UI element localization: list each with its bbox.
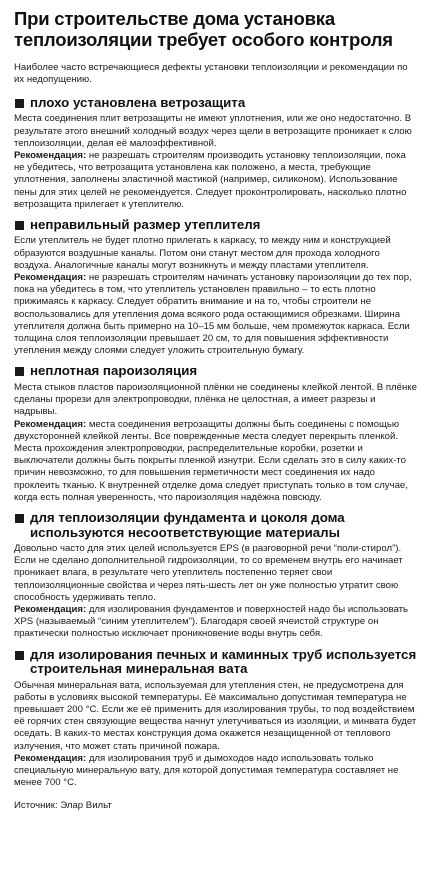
section-heading-text: для теплоизоляции фундамента и цоколя дома используются несоответствующие материалы bbox=[30, 510, 345, 540]
recommendation-text: для изолирования труб и дымоходов надо использовать только специальную минеральную вату, для которой допустимая температура составляет не менее 700 °C. bbox=[14, 752, 399, 789]
section-body: Места стыков пластов пароизоляционной плёнки не соединены клейкой лентой. В плёнке сделаны прорези для электропроводки, плёнка не целостная, а имеет разрезы и надрывы. bbox=[14, 381, 417, 418]
section-heading-text: неплотная пароизоляция bbox=[30, 363, 198, 379]
section-heading-text: неправильный размер утеплителя bbox=[30, 216, 261, 232]
bullet-square-icon bbox=[15, 99, 24, 108]
article-title: При строительстве дома установка теплоизоляции требует особого контроля bbox=[14, 8, 393, 50]
section-body: Если утеплитель не будет плотно прилегать к каркасу, то между ним и конструкцией образуются воздушные каналы. Потом они станут местом для прохода холодного воздуха. Аналогичные каналы могут возникнуть и между пластами утеплителя. bbox=[14, 235, 391, 271]
recommendation-text: для изолирования фундаментов и поверхностей надо бы использовать XPS (называемый “синим утеплителем”). Благодаря своей ячеистой структуре он практически полностью исключает проникновение воды внутрь себя. bbox=[14, 604, 409, 640]
section-recommendation bbox=[14, 272, 417, 357]
recommendation-label: Рекомендация: bbox=[14, 604, 87, 616]
article-intro: Наиболее часто встречающиеся дефекты установки теплоизоляции и рекомендации по их недопущению. bbox=[14, 62, 408, 86]
section-chimney bbox=[14, 648, 417, 790]
recommendation-label: Рекомендация: bbox=[14, 149, 87, 161]
section-heading bbox=[14, 648, 417, 677]
section-heading bbox=[14, 218, 417, 233]
bullet-square-icon bbox=[15, 367, 24, 376]
recommendation-text: не разрешать строителям производить установку теплоизоляции, пока не убедитесь, что ветрозащита установлена как положено, а места, требующие уплотнения, заполнены эластичной мастикой (например, силиконом). Использование пены для этих целей не рекомендуется. Следует проконтролировать, насколько плотно ветрозащита прилегает к утеплителю. bbox=[14, 149, 407, 210]
section-body: Места соединения плит ветрозащиты не имеют уплотнения, или же оно недостаточно. В результате этого внешний холодный воздух через щели в ветрозащите проникает к слою теплоизоляции, делая её малоэффективной. bbox=[14, 113, 412, 149]
recommendation-label: Рекомендация: bbox=[14, 418, 87, 430]
section-heading-text: для изолирования печных и каминных труб используется строительная минеральная вата bbox=[30, 646, 417, 677]
section-heading bbox=[14, 364, 417, 379]
section-recommendation bbox=[14, 604, 417, 641]
section-heading bbox=[14, 511, 417, 540]
recommendation-label: Рекомендация: bbox=[14, 272, 87, 284]
recommendation-label: Рекомендация: bbox=[14, 752, 87, 764]
recommendation-text: не разрешать строителям начинать установку пароизоляции до тех пор, пока на убедитесь в том, что утеплитель установлен правильно – то есть плотно прижимаясь к каркасу. Следует обратить внимание и на то, чтобы строители не воспользовались для утепления дома всякого рода остающимися обрезками. Ширина утеплителя должна быть примерно на 10–15 мм больше, чем промежуток каркаса. Если толщина слоя теплоизоляции превышает 20 см, то для повышения эффективности утепления между слоями следует уложить строительную бумагу. bbox=[14, 272, 412, 357]
bullet-square-icon bbox=[15, 221, 24, 230]
section-heading-text: плохо установлена ветрозащита bbox=[30, 94, 246, 110]
section-heading bbox=[14, 96, 417, 111]
section-foundation bbox=[14, 511, 417, 641]
section-insulation-size bbox=[14, 218, 417, 358]
recommendation-text: места соединения ветрозащиты должны быть соединены с помощью двухсторонней клейкой ленты. Все поврежденные места следует перекрыть пленкой. Места прохождения электропроводки, распределительные коробки, розетки и выключатели должны быть покрыты пленкой изнутри. Если сделать это в силу каких-то причин невозможно, то для повышения герметичности мест соединения их надо проклеить тканью. К внутренней отделке дома следует приступать только в том случае, когда есть полная уверенность, что пароизоляция надёжна повсюду. bbox=[14, 418, 408, 503]
section-recommendation bbox=[14, 753, 417, 790]
section-windbreak bbox=[14, 96, 417, 211]
section-recommendation bbox=[14, 150, 417, 211]
bullet-square-icon bbox=[15, 651, 24, 660]
section-body: Обычная минеральная вата, используемая для утепления стен, не предусмотрена для работы в условиях высокой температуры. Её максимально допустимая температура не превышает 200 °C. Если же её применить для изолирования трубы, то под воздействием её горячих стен связующие вещества начнут улетучиваться из изоляции, и минвата будет оседать. В каких-то местах конструкция дома окажется незащищенной от теплового излучения, что может стать причиной пожара. bbox=[14, 679, 417, 752]
bullet-square-icon bbox=[15, 514, 24, 523]
source-credit: Источник: Элар Вильт bbox=[14, 800, 112, 812]
section-body: Довольно часто для этих целей используется EPS (в разговорной речи “поли-стирол”). Если не сделано дополнительной гидроизоляции, то со временем внутрь его начинает проникает влага, в результате чего утеплитель постепенно теряет свои теплоизоляционные свойства и через пять-шесть лет он уже полностью утратит свою способность удерживать тепло. bbox=[14, 543, 403, 603]
section-recommendation bbox=[14, 419, 417, 504]
section-vapor-barrier bbox=[14, 364, 417, 504]
